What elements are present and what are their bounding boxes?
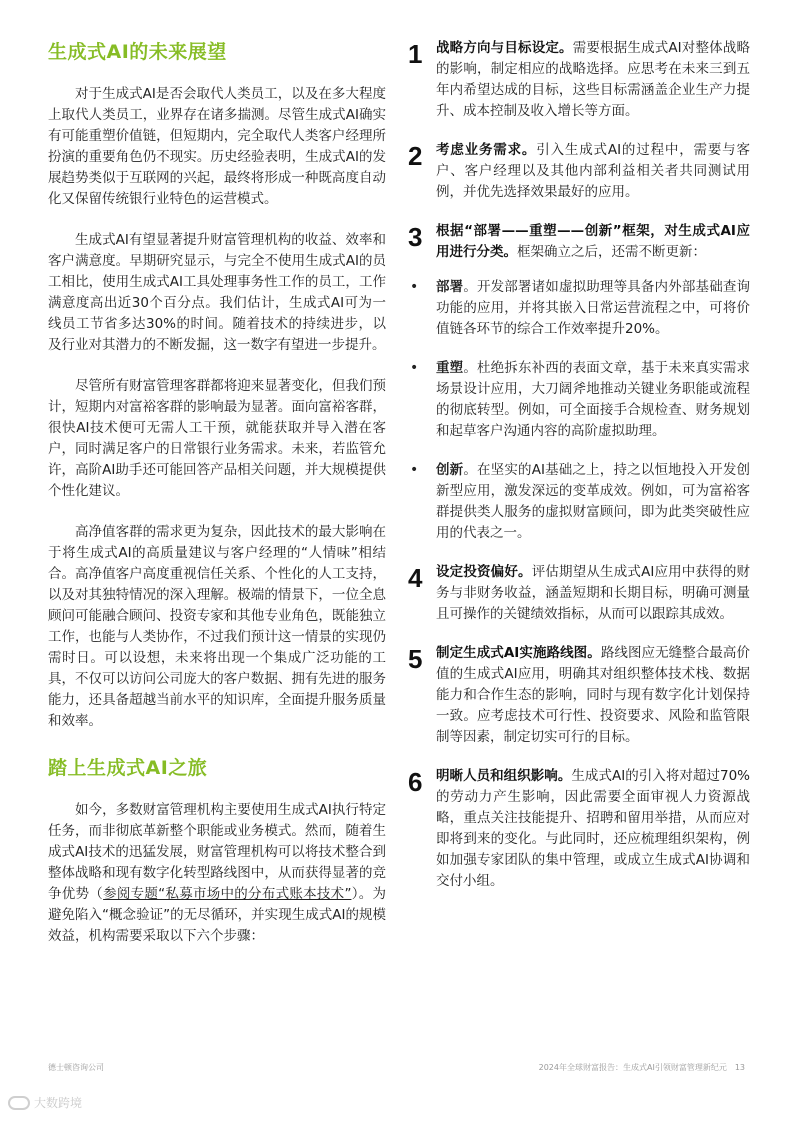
bullet-item-innovate: [408, 460, 750, 544]
paragraph: 高净值客群的需求更为复杂，因此技术的最大影响在于将生成式AI的高质量建议与客户经理的“人情味”相结合。高净值客户高度重视信任关系、个性化的人工支持，以及对其独特情况的深入理解。极端的情景下，一位全息顾问可能融合顾问、投资专家和其他专业角色，既能独立工作，也能与人类协作，不过我们预计这一情景的实现仍需时日。可以设想，未来将出现一个集成广泛功能的工具，不仅可以访问公司庞大的客户数据、拥有先进的服务能力，还具备超越当前水平的知识库，全面提升服务质量和效率。: [48, 524, 386, 729]
step-number: 3: [408, 222, 423, 252]
step-number: 4: [408, 563, 423, 593]
step-title: 根据“部署——重塑——创新”框架，对生成式AI应用进行分类。: [436, 223, 750, 260]
bullet-title: 创新: [436, 462, 464, 478]
step-4: [408, 562, 750, 625]
section-title-future-outlook: 生成式AI的未来展望: [48, 41, 227, 63]
step-text: [436, 766, 750, 892]
step-title: 战略方向与目标设定。: [436, 40, 573, 56]
step-body: 框架确立之后，还需不断更新：: [517, 244, 706, 260]
watermark: [8, 1094, 82, 1111]
step-text: [436, 562, 750, 625]
topic-link[interactable]: 参阅专题“私募市场中的分布式账本技术”: [103, 886, 352, 902]
step-title: 考虑业务需求。: [436, 142, 537, 158]
step-title: 明晰人员和组织影响。: [436, 768, 572, 784]
bullet-text: [436, 277, 750, 340]
bullet-icon: •: [410, 462, 419, 478]
footer-report-title: 2024年全球财富报告：生成式AI引领财富管理新纪元 13: [538, 1063, 745, 1072]
bullet-icon: •: [410, 279, 419, 295]
paragraph: 对于生成式AI是否会取代人类员工，以及在多大程度上取代人类员工，业界存在诸多揣测。尽管生成式AI确实有可能重塑价值链，但短期内，完全取代人类客户经理所扮演的重要角色仍不现实。历史经验表明，生成式AI的发展趋势类似于互联网的兴起，最终将形成一种既高度自动化又保留传统银行业特色的运营模式。: [48, 86, 386, 207]
step-body: 评估期望从生成式AI应用中获得的财务与非财务收益，涵盖短期和长期目标，明确可测量且可操作的关键绩效指标，从而可以跟踪其成效。: [436, 564, 750, 622]
bullet-body: 。杜绝拆东补西的表面文章，基于未来真实需求场景设计应用，大刀阔斧地推动关键业务职能或流程的彻底转型。例如，可全面接手合规检查、财务规划和起草客户沟通内容的高阶虚拟助理。: [436, 360, 751, 439]
watermark-logo-icon: [8, 1096, 30, 1110]
step-1: [408, 38, 750, 122]
bullet-title: 重塑: [436, 360, 464, 376]
section-title-journey: 踏上生成式AI之旅: [48, 757, 208, 779]
step-2: [408, 140, 750, 203]
bullet-body: 。开发部署诸如虚拟助理等具备内外部基础查询功能的应用，并将其嵌入日常运营流程之中，可将价值链各环节的综合工作效率提升20%。: [436, 279, 751, 337]
paragraph: 尽管所有财富管理客群都将迎来显著变化，但我们预计，短期内对富裕客群的影响最为显著。面向富裕客群，很快AI技术便可无需人工干预，就能获取并导入潜在客户，同时满足客户的日常银行业务需求。未来，若监管允许，高阶AI助手还可能回答产品相关问题，并大规模提供个性化建议。: [48, 378, 386, 499]
left-column: [48, 38, 386, 967]
bullet-text: [436, 358, 750, 442]
bullet-text: [436, 460, 750, 544]
bullet-icon: •: [410, 360, 419, 376]
step-text: [436, 643, 750, 748]
right-column: [408, 38, 750, 910]
step-body: 引入生成式AI的过程中，需要与客户、客户经理以及其他内部利益相关者共同测试用例，并优先选择效果最好的应用。: [436, 142, 751, 200]
paragraph-journey: [48, 800, 386, 947]
watermark-text: 大数跨境: [34, 1096, 83, 1110]
step-text: [436, 38, 750, 122]
paragraph-text: 如今，多数财富管理机构主要使用生成式AI执行特定任务，而非彻底革新整个职能或业务模式。然而，随着生成式AI技术的迅猛发展，财富管理机构可以将技术整合到整体战略和现有数字化转型路线图中，从而获得显著的竞争优势（: [48, 802, 386, 902]
paragraph-text: ）。为避免陷入“概念验证”的无尽循环，并实现生成式AI的规模效益，机构需要采取以下六个步骤：: [48, 886, 387, 944]
step-text: [436, 221, 750, 263]
bullet-title: 部署: [436, 279, 464, 295]
step-number: 6: [408, 767, 423, 797]
step-body: 生成式AI的引入将对超过70%的劳动力产生影响，因此需要全面审视人力资源战略，重点关注技能提升、招聘和留用举措，从而应对即将到来的变化。与此同时，还应梳理组织架构，例如加强专家团队的集中管理，或成立生成式AI协调和交付小组。: [436, 768, 750, 889]
step-number: 1: [408, 39, 423, 69]
framework-bullet-list: [408, 277, 750, 544]
bullet-body: 。在坚实的AI基础之上，持之以恒地投入开发创新型应用，激发深远的变革成效。例如，可为富裕客群提供类人服务的虚拟财富顾问，即为此类突破性应用的代表之一。: [436, 462, 750, 541]
step-body: 路线图应无缝整合最高价值的生成式AI应用，明确其对组织整体技术栈、数据能力和合作生态的影响，同时与现有数字化计划保持一致。应考虑技术可行性、投资要求、风险和监管限制等因素，制定切实可行的目标。: [436, 645, 751, 745]
paragraph: 生成式AI有望显著提升财富管理机构的收益、效率和客户满意度。早期研究显示，与完全不使用生成式AI的员工相比，使用生成式AI工具处理事务性工作的员工，工作满意度高出近30个百分点。我们估计，生成式AI可为一线员工节省多达30%的时间。随着技术的持续进步，以及行业对其潜力的不断发掘，这一数字有望进一步提升。: [48, 232, 386, 353]
step-6: [408, 766, 750, 892]
footer-publisher: 德士顿咨询公司: [48, 1063, 104, 1072]
step-body: 需要根据生成式AI对整体战略的影响，制定相应的战略选择。应思考在未来三到五年内希望达成的目标，这些目标需涵盖企业生产力提升、成本控制及收入增长等方面。: [436, 40, 750, 119]
step-text: [436, 140, 750, 203]
step-title: 制定生成式AI实施路线图。: [436, 645, 601, 661]
step-number: 5: [408, 644, 423, 674]
step-3: [408, 221, 750, 263]
step-5: [408, 643, 750, 748]
step-title: 设定投资偏好。: [436, 564, 532, 580]
step-number: 2: [408, 141, 423, 171]
bullet-item-reshape: [408, 358, 750, 442]
bullet-item-deploy: [408, 277, 750, 340]
